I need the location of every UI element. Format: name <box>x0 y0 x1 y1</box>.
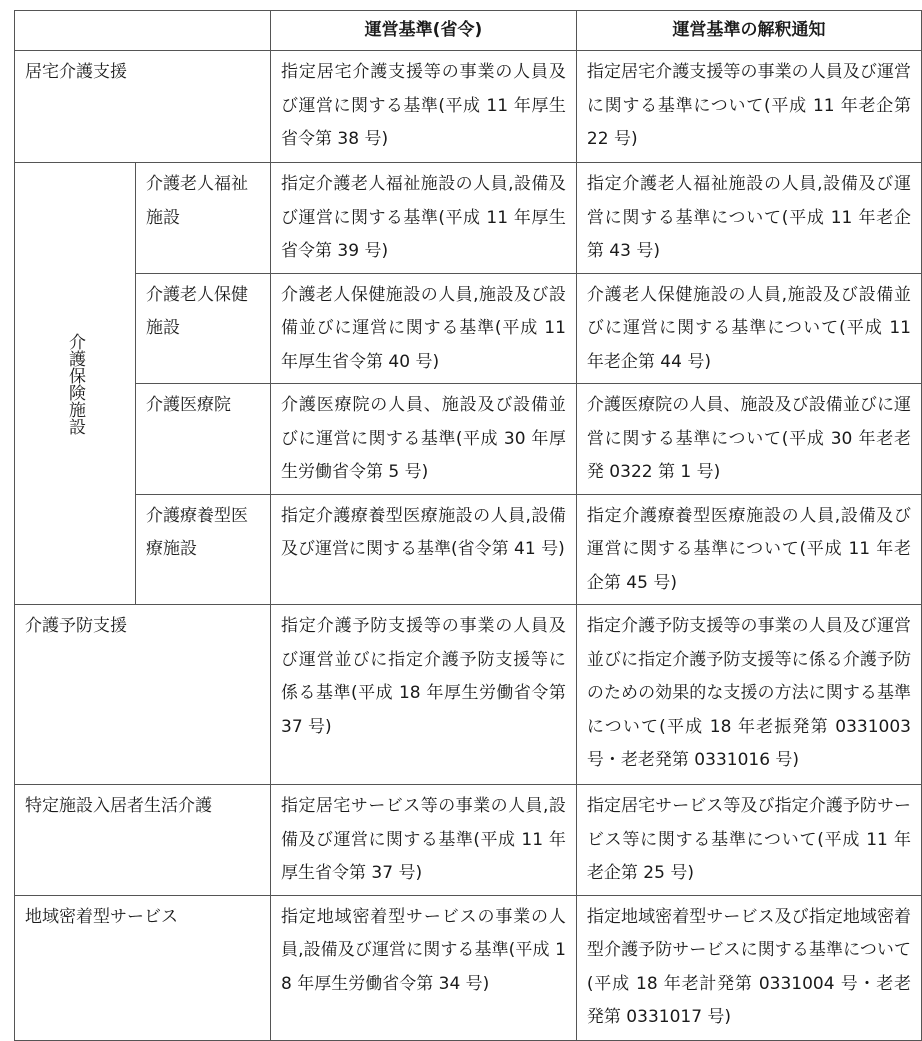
table-row <box>15 605 922 785</box>
service-name: 介護予防支援 <box>15 605 271 785</box>
ordinance-cell: 指定介護老人福祉施設の人員,設備及び運営に関する基準(平成 11 年厚生省令第 39 号) <box>271 163 577 274</box>
header-notice-col: 運営基準の解釈通知 <box>576 11 921 51</box>
notice-cell: 介護医療院の人員、施設及び設備並びに運営に関する基準について(平成 30 年老老発 0322 第 1 号) <box>576 384 921 495</box>
group-label-care-facilities <box>15 163 136 605</box>
notice-cell: 指定地域密着型サービス及び指定地域密着型介護予防サービスに関する基準について(平成 18 年老計発第 0331004 号・老老発第 0331017 号) <box>576 895 921 1040</box>
service-name: 介護老人保健施設 <box>136 273 271 384</box>
ordinance-cell: 介護老人保健施設の人員,施設及び設備並びに運営に関する基準(平成 11 年厚生省令第 40 号) <box>271 273 577 384</box>
table-row <box>15 51 922 163</box>
standards-table-container <box>14 10 922 1041</box>
notice-cell: 指定居宅サービス等及び指定介護予防サービス等に関する基準について(平成 11 年老企第 25 号) <box>576 785 921 896</box>
notice-cell: 指定介護予防支援等の事業の人員及び運営並びに指定介護予防支援等に係る介護予防のための効果的な支援の方法に関する基準について(平成 18 年老振発第 0331003 号・老老発第 0331016 号) <box>576 605 921 785</box>
ordinance-cell: 介護医療院の人員、施設及び設備並びに運営に関する基準(平成 30 年厚生労働省令第 5 号) <box>271 384 577 495</box>
table-row <box>15 895 922 1040</box>
notice-cell: 介護老人保健施設の人員,施設及び設備並びに運営に関する基準について(平成 11 年老企第 44 号) <box>576 273 921 384</box>
service-name: 特定施設入居者生活介護 <box>15 785 271 896</box>
table-row <box>15 494 922 605</box>
service-name: 地域密着型サービス <box>15 895 271 1040</box>
header-row <box>15 11 922 51</box>
notice-cell: 指定介護療養型医療施設の人員,設備及び運営に関する基準について(平成 11 年老企第 45 号) <box>576 494 921 605</box>
ordinance-cell: 指定居宅介護支援等の事業の人員及び運営に関する基準(平成 11 年厚生省令第 38 号) <box>271 51 577 163</box>
service-name: 介護医療院 <box>136 384 271 495</box>
table-row <box>15 384 922 495</box>
notice-cell: 指定居宅介護支援等の事業の人員及び運営に関する基準について(平成 11 年老企第 22 号) <box>576 51 921 163</box>
ordinance-cell: 指定介護予防支援等の事業の人員及び運営並びに指定介護予防支援等に係る基準(平成 18 年厚生労働省令第 37 号) <box>271 605 577 785</box>
ordinance-cell: 指定居宅サービス等の事業の人員,設備及び運営に関する基準(平成 11 年厚生省令第 37 号) <box>271 785 577 896</box>
standards-table <box>14 10 922 1041</box>
service-name: 居宅介護支援 <box>15 51 271 163</box>
table-row <box>15 273 922 384</box>
ordinance-cell: 指定地域密着型サービスの事業の人員,設備及び運営に関する基準(平成 18 年厚生労働省令第 34 号) <box>271 895 577 1040</box>
group-label-text: 介護保険施設 <box>65 332 85 435</box>
service-name: 介護老人福祉施設 <box>136 163 271 274</box>
table-row <box>15 785 922 896</box>
header-ordinance-col: 運営基準(省令) <box>271 11 577 51</box>
header-service-col <box>15 11 271 51</box>
table-row <box>15 163 922 274</box>
ordinance-cell: 指定介護療養型医療施設の人員,設備及び運営に関する基準(省令第 41 号) <box>271 494 577 605</box>
notice-cell: 指定介護老人福祉施設の人員,設備及び運営に関する基準について(平成 11 年老企第 43 号) <box>576 163 921 274</box>
service-name: 介護療養型医療施設 <box>136 494 271 605</box>
